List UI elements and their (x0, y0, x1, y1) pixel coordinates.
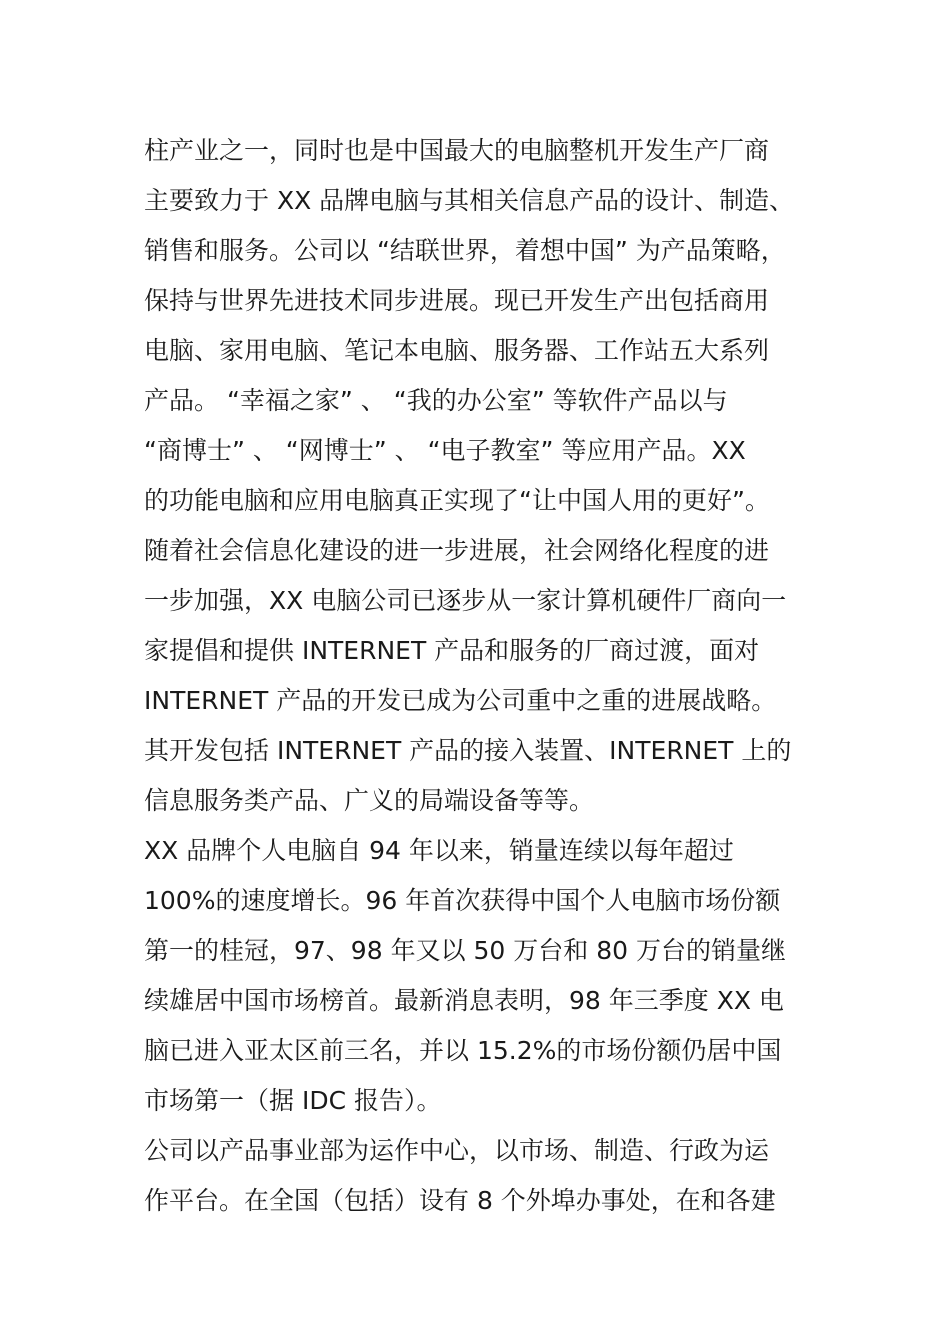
text-line: 其开发包括 INTERNET 产品的接入装置、INTERNET 上的 (144, 736, 792, 765)
text-line: 主要致力于 XX 品牌电脑与其相关信息产品的设计、制造、 (144, 186, 795, 215)
body-text (144, 126, 824, 1226)
text-line: 保持与世界先进技术同步进展。现已开发生产出包括商用 (144, 286, 770, 315)
text-line: 销售和服务。公司以 “结联世界，着想中国” 为产品策略， (144, 236, 786, 265)
text-line: 100%的速度增长。96 年首次获得中国个人电脑市场份额 (144, 886, 781, 915)
text-line: XX 品牌个人电脑自 94 年以来，销量连续以每年超过 (144, 836, 734, 865)
text-line: 家提倡和提供 INTERNET 产品和服务的厂商过渡，面对 (144, 636, 760, 665)
text-line: 柱产业之一，同时也是中国最大的电脑整机开发生产厂商 (144, 136, 770, 165)
text-line: 的功能电脑和应用电脑真正实现了“让中国人用的更好”。 (144, 486, 770, 515)
text-line: 电脑、家用电脑、笔记本电脑、服务器、工作站五大系列 (144, 336, 770, 365)
text-line: 脑已进入亚太区前三名，并以 15.2%的市场份额仍居中国 (144, 1036, 782, 1065)
text-line: INTERNET 产品的开发已成为公司重中之重的进展战略。 (144, 686, 777, 715)
text-line: 信息服务类产品、广义的局端设备等等。 (144, 786, 595, 815)
text-line: 续雄居中国市场榜首。最新消息表明，98 年三季度 XX 电 (144, 986, 784, 1015)
text-line: 作平台。在全国（包括）设有 8 个外埠办事处，在和各建 (144, 1186, 776, 1215)
text-line: 公司以产品事业部为运作中心，以市场、制造、行政为运 (144, 1136, 770, 1165)
text-line: 第一的桂冠，97、98 年又以 50 万台和 80 万台的销量继 (144, 936, 786, 965)
text-line: 市场第一（据 IDC 报告）。 (144, 1086, 442, 1115)
text-line: 随着社会信息化建设的进一步进展，社会网络化程度的进 (144, 536, 770, 565)
text-line: “商博士” 、 “网博士” 、 “电子教室” 等应用产品。XX (144, 436, 746, 465)
text-line: 产品。 “幸福之家” 、 “我的办公室” 等软件产品以与 (144, 386, 728, 415)
text-line: 一步加强，XX 电脑公司已逐步从一家计算机硬件厂商向一 (144, 586, 787, 615)
